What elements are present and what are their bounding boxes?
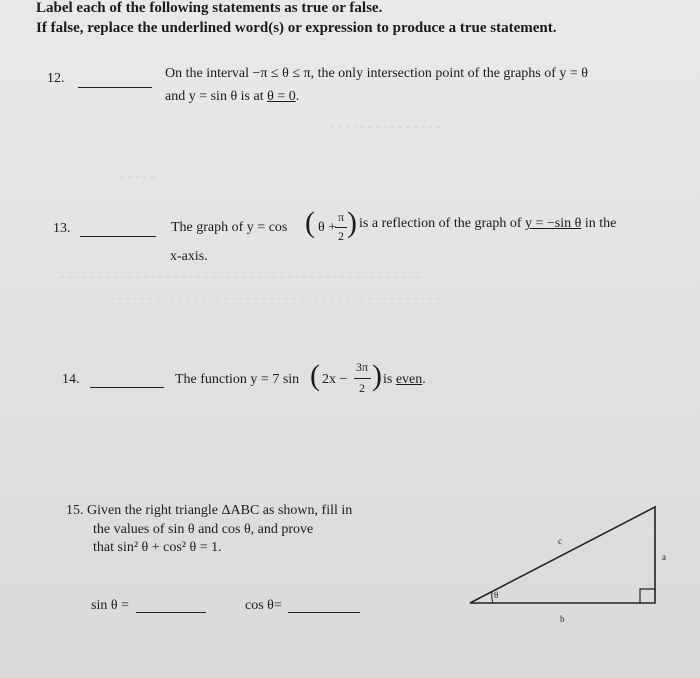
bleed-through-text: - - - - - - - - - - - - - - - xyxy=(330,118,441,133)
q14-inner-expr: 2x − xyxy=(322,372,348,387)
q13-text-line-2: x-axis. xyxy=(170,249,208,264)
q13-fraction-numerator: π xyxy=(337,210,345,224)
bleed-through-text: - - - - - xyxy=(120,168,155,183)
right-angle-marker xyxy=(640,589,655,603)
q13-text-mid: is a reflection of the graph of y = −sin θ in the xyxy=(359,216,617,231)
q12-statement-line-1: On the interval −π ≤ θ ≤ π, the only intersection point of the graphs of y = θ xyxy=(165,66,589,81)
q14-right-paren: ) xyxy=(372,359,382,392)
side-label-a: a xyxy=(662,552,666,562)
q13-number: 13. xyxy=(53,221,71,236)
q14-underlined-word: even xyxy=(395,372,423,387)
q14-fraction-numerator: 3π xyxy=(355,360,369,374)
q15-line-1: 15. Given the right triangle ΔABC as shown, fill in xyxy=(66,503,353,518)
angle-label-theta: θ xyxy=(494,590,499,600)
q14-text-mid: is even. xyxy=(383,372,426,387)
bleed-through-text: - - - - - - - - - - - - - - - - - - - - - - - - - - - - - - - - - - - - - - - - - - - - - - - - xyxy=(60,268,421,283)
q13-underlined-expression: y = −sin θ xyxy=(525,216,582,231)
q13-fraction-denominator: 2 xyxy=(338,229,344,243)
cos-theta-label: cos θ= xyxy=(245,598,282,613)
q12-underlined-expression: θ = 0 xyxy=(267,89,296,104)
sin-theta-label: sin θ = xyxy=(91,598,129,613)
q14-number: 14. xyxy=(62,372,80,387)
q13-right-paren: ) xyxy=(347,206,357,239)
instructions-line-1: Label each of the following statements as true or false. xyxy=(36,0,383,16)
side-label-b: b xyxy=(560,614,565,624)
q14-fraction-denominator: 2 xyxy=(359,381,365,395)
q12-number: 12. xyxy=(47,71,65,86)
q13-left-paren: ( xyxy=(305,206,315,239)
triangle-abc xyxy=(470,507,655,603)
q14-left-paren: ( xyxy=(310,359,320,392)
q15-line-3: that sin² θ + cos² θ = 1. xyxy=(93,540,222,555)
bleed-through-text: - - - - - - - - - - - - - - - - - - - - - - - - - - - - - - - - - - - - - - - - - - - - xyxy=(110,290,441,305)
theta-angle-arc xyxy=(492,592,493,603)
instructions-line-2: If false, replace the underlined word(s) or expression to produce a true statement. xyxy=(36,20,557,36)
q12-statement-line-2: and y = sin θ is at θ = 0. xyxy=(165,89,300,104)
side-label-c: c xyxy=(558,536,562,546)
q15-line-2: the values of sin θ and cos θ, and prove xyxy=(93,522,314,537)
q13-text-pre: The graph of y = cos xyxy=(171,220,288,235)
q13-inner-expr: θ + xyxy=(318,220,337,235)
q14-text-pre: The function y = 7 sin xyxy=(175,372,300,387)
